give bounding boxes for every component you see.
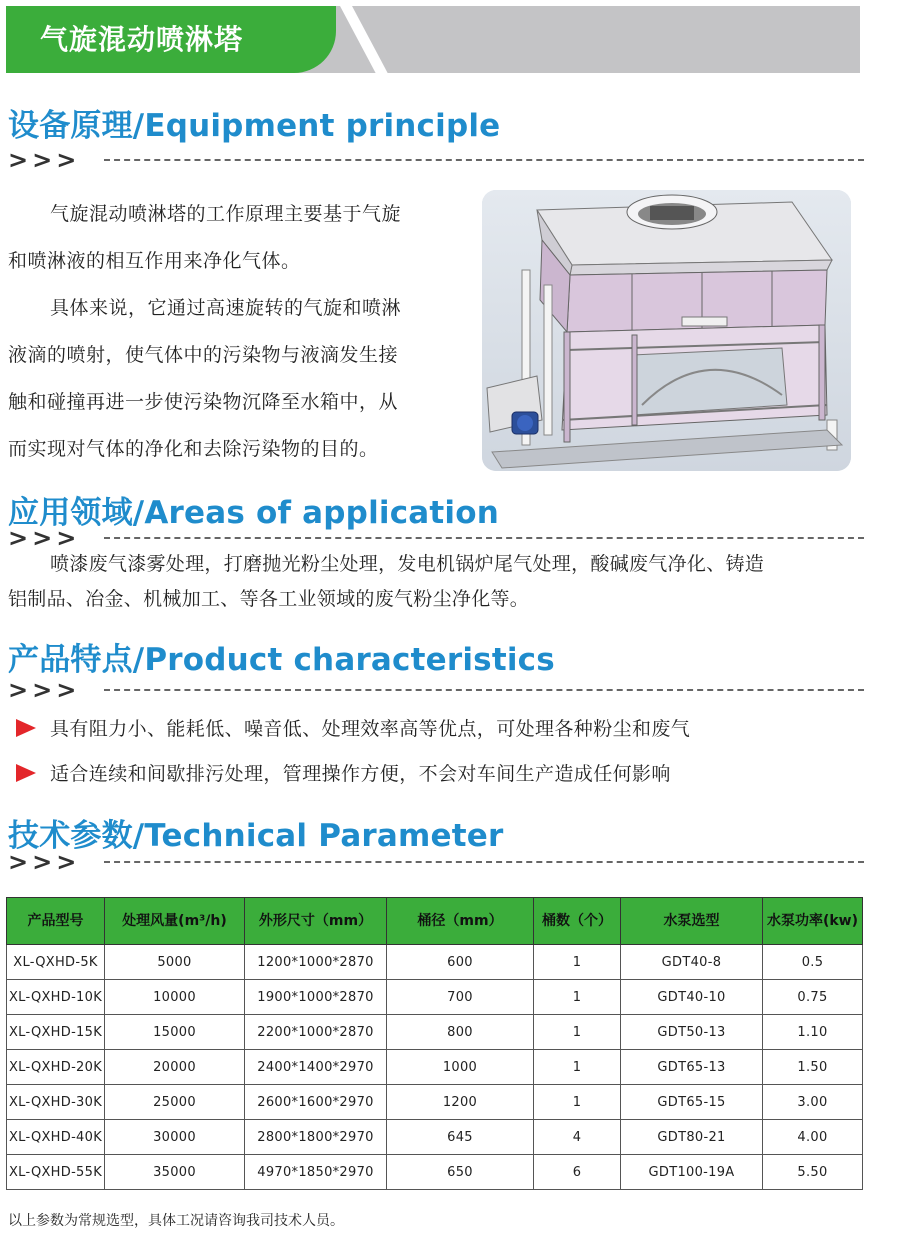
cell-diameter: 800 xyxy=(387,1015,534,1050)
header-model: 产品型号 xyxy=(7,898,105,945)
cell-dimensions: 2200*1000*2870 xyxy=(245,1015,387,1050)
red-triangle-bullet-icon xyxy=(16,764,36,782)
cell-pump-power: 0.5 xyxy=(763,945,863,980)
cell-airflow: 5000 xyxy=(105,945,245,980)
section-title-characteristics: 产品特点/Product characteristics xyxy=(8,642,555,678)
cell-model: XL-QXHD-55K xyxy=(7,1155,105,1190)
cell-dimensions: 2800*1800*2970 xyxy=(245,1120,387,1155)
cell-pump-power: 1.50 xyxy=(763,1050,863,1085)
cell-pump-model: GDT50-13 xyxy=(621,1015,763,1050)
table-row xyxy=(7,980,863,1015)
spray-tower-illustration xyxy=(482,190,851,471)
cell-diameter: 1200 xyxy=(387,1085,534,1120)
cell-pump-model: GDT40-8 xyxy=(621,945,763,980)
cell-airflow: 25000 xyxy=(105,1085,245,1120)
section-divider xyxy=(8,848,864,876)
header-diameter: 桶径（mm） xyxy=(387,898,534,945)
title-banner xyxy=(6,6,860,73)
cell-airflow: 15000 xyxy=(105,1015,245,1050)
principle-line: 而实现对气体的净化和去除污染物的目的。 xyxy=(8,438,379,460)
cell-diameter: 1000 xyxy=(387,1050,534,1085)
principle-line: 气旋混动喷淋塔的工作原理主要基于气旋 xyxy=(50,203,402,225)
cell-pump-power: 3.00 xyxy=(763,1085,863,1120)
header-pump-power: 水泵功率(kw) xyxy=(763,898,863,945)
characteristic-item xyxy=(16,759,671,786)
product-image xyxy=(482,190,851,471)
cell-pump-model: GDT65-13 xyxy=(621,1050,763,1085)
table-row xyxy=(7,945,863,980)
cell-airflow: 30000 xyxy=(105,1120,245,1155)
cell-count: 1 xyxy=(534,1015,621,1050)
cell-pump-power: 1.10 xyxy=(763,1015,863,1050)
principle-line: 液滴的喷射，使气体中的污染物与液滴发生接 xyxy=(8,344,399,366)
divider-dashes xyxy=(104,861,864,863)
section-title-application: 应用领域/Areas of application xyxy=(8,495,500,531)
cell-count: 1 xyxy=(534,945,621,980)
divider-dashes xyxy=(104,537,864,539)
divider-arrows: >>> xyxy=(8,676,81,704)
cell-pump-power: 5.50 xyxy=(763,1155,863,1190)
cell-model: XL-QXHD-40K xyxy=(7,1120,105,1155)
section-divider xyxy=(8,146,864,174)
table-row xyxy=(7,1050,863,1085)
divider-dashes xyxy=(104,689,864,691)
cell-model: XL-QXHD-20K xyxy=(7,1050,105,1085)
characteristic-text: 具有阻力小、能耗低、噪音低、处理效率高等优点，可处理各种粉尘和废气 xyxy=(50,718,691,740)
cell-pump-power: 0.75 xyxy=(763,980,863,1015)
cell-dimensions: 2400*1400*2970 xyxy=(245,1050,387,1085)
header-pump-model: 水泵选型 xyxy=(621,898,763,945)
cell-diameter: 650 xyxy=(387,1155,534,1190)
divider-arrows: >>> xyxy=(8,524,81,552)
cell-count: 1 xyxy=(534,980,621,1015)
cell-diameter: 645 xyxy=(387,1120,534,1155)
cell-diameter: 600 xyxy=(387,945,534,980)
cell-count: 1 xyxy=(534,1085,621,1120)
cell-model: XL-QXHD-5K xyxy=(7,945,105,980)
characteristic-text: 适合连续和间歇排污处理，管理操作方便，不会对车间生产造成任何影响 xyxy=(50,763,671,785)
table-row xyxy=(7,1120,863,1155)
table-row xyxy=(7,1085,863,1120)
application-line: 铝制品、冶金、机械加工、等各工业领域的废气粉尘净化等。 xyxy=(8,588,530,610)
characteristic-item xyxy=(16,714,690,741)
cell-pump-model: GDT65-15 xyxy=(621,1085,763,1120)
cell-pump-model: GDT100-19A xyxy=(621,1155,763,1190)
cell-airflow: 20000 xyxy=(105,1050,245,1085)
section-title-principle: 设备原理/Equipment principle xyxy=(8,108,501,144)
cell-dimensions: 1900*1000*2870 xyxy=(245,980,387,1015)
section-title-parameters: 技术参数/Technical Parameter xyxy=(8,818,504,854)
application-line: 喷漆废气漆雾处理，打磨抛光粉尘处理，发电机锅炉尾气处理，酸碱废气净化、铸造 xyxy=(50,553,765,575)
footnote: 以上参数为常规选型，具体工况请咨询我司技术人员。 xyxy=(8,1213,344,1229)
table-row xyxy=(7,1015,863,1050)
cell-pump-model: GDT80-21 xyxy=(621,1120,763,1155)
principle-line: 和喷淋液的相互作用来净化气体。 xyxy=(8,250,301,272)
table-row xyxy=(7,1155,863,1190)
cell-count: 6 xyxy=(534,1155,621,1190)
principle-line: 具体来说，它通过高速旋转的气旋和喷淋 xyxy=(50,297,402,319)
cell-diameter: 700 xyxy=(387,980,534,1015)
cell-pump-power: 4.00 xyxy=(763,1120,863,1155)
section-divider xyxy=(8,676,864,704)
cell-model: XL-QXHD-30K xyxy=(7,1085,105,1120)
principle-line: 触和碰撞再进一步使污染物沉降至水箱中，从 xyxy=(8,391,399,413)
divider-dashes xyxy=(104,159,864,161)
page-title: 气旋混动喷淋塔 xyxy=(40,23,244,56)
cell-model: XL-QXHD-10K xyxy=(7,980,105,1015)
cell-airflow: 35000 xyxy=(105,1155,245,1190)
divider-arrows: >>> xyxy=(8,146,81,174)
cell-count: 4 xyxy=(534,1120,621,1155)
header-airflow: 处理风量(m³/h) xyxy=(105,898,245,945)
cell-dimensions: 2600*1600*2970 xyxy=(245,1085,387,1120)
cell-count: 1 xyxy=(534,1050,621,1085)
header-count: 桶数（个） xyxy=(534,898,621,945)
cell-dimensions: 1200*1000*2870 xyxy=(245,945,387,980)
cell-airflow: 10000 xyxy=(105,980,245,1015)
spec-table xyxy=(6,897,863,1190)
table-header-row xyxy=(7,898,863,945)
cell-pump-model: GDT40-10 xyxy=(621,980,763,1015)
header-dimensions: 外形尺寸（mm） xyxy=(245,898,387,945)
divider-arrows: >>> xyxy=(8,848,81,876)
cell-dimensions: 4970*1850*2970 xyxy=(245,1155,387,1190)
red-triangle-bullet-icon xyxy=(16,719,36,737)
cell-model: XL-QXHD-15K xyxy=(7,1015,105,1050)
